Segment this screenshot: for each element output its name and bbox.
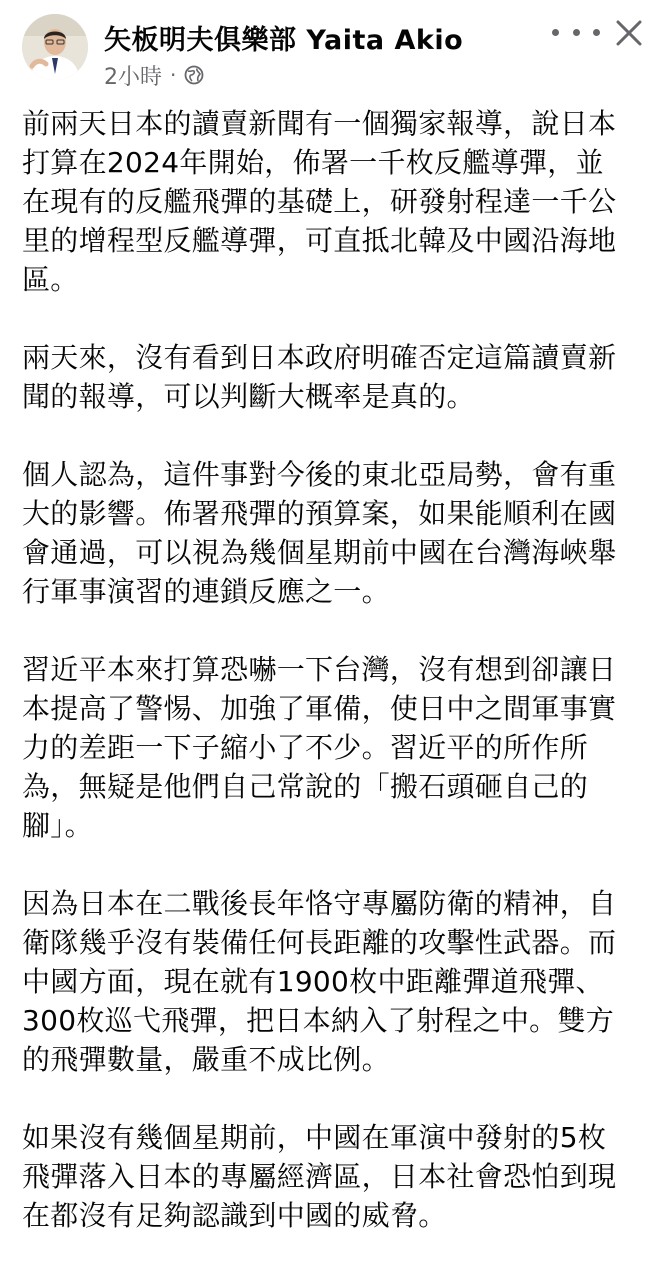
post-paragraph: 前兩天日本的讀賣新聞有一個獨家報導，說日本 打算在2024年開始，佈署一千枚反艦導彈，並 在現有的反艦飛彈的基礎上，研發射程達一千公 里的增程型反艦導彈，可直抵北韓及中國沿海地 區。 <box>22 107 617 296</box>
avatar[interactable] <box>22 14 88 80</box>
post-meta <box>104 60 204 90</box>
post-header <box>0 0 664 100</box>
post-paragraph: 個人認為，這件事對今後的東北亞局勢，會有重 大的影響。佈署飛彈的預算案，如果能順利在國 會通過，可以視為幾個星期前中國在台灣海峽舉 行軍事演習的連鎖反應之一。 <box>22 458 617 608</box>
post-paragraph: 習近平本來打算恐嚇一下台灣，沒有想到卻讓日 本提高了警惕、加強了軍備，使日中之間軍事實 力的差距一下子縮小了不少。習近平的所作所 為，無疑是他們自己常說的「搬石頭砸自己的 腳」。 <box>22 653 617 842</box>
globe-icon[interactable] <box>184 65 204 85</box>
author-name[interactable]: 矢板明夫俱樂部 Yaita Akio <box>104 25 464 56</box>
more-options-button[interactable] <box>552 22 600 42</box>
close-icon[interactable] <box>612 16 646 50</box>
post-paragraph: 因為日本在二戰後長年恪守專屬防衛的精神，自 衛隊幾乎沒有裝備任何長距離的攻擊性武器。而 中國方面，現在就有1900枚中距離彈道飛彈、 300枚巡弋飛彈，把日本納入了射程之中。雙方 的飛彈數量，嚴重不成比例。 <box>22 887 617 1076</box>
post-paragraph: 兩天來，沒有看到日本政府明確否定這篇讀賣新 聞的報導，可以判斷大概率是真的。 <box>22 341 617 413</box>
avatar-image <box>22 14 88 80</box>
post-timestamp[interactable]: 2小時 <box>104 64 162 90</box>
post-body <box>22 104 652 1274</box>
more-horizontal-icon-dot <box>593 29 600 36</box>
more-horizontal-icon-dot <box>552 29 559 36</box>
more-horizontal-icon-dot <box>573 29 580 36</box>
post-paragraph: 如果沒有幾個星期前，中國在軍演中發射的5枚 飛彈落入日本的專屬經濟區，日本社會恐怕到現 在都沒有足夠認識到中國的威脅。 <box>22 1121 617 1232</box>
meta-separator: · <box>170 63 177 87</box>
